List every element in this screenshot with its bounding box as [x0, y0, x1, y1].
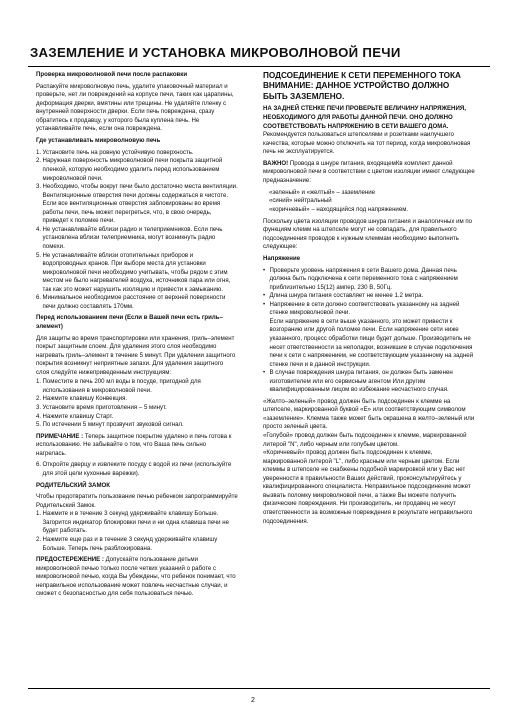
list-item: • Проверьте уровень напряжения в сети Вашего дома. Данная печь должна быть подключена к сети переменного тока с напряжением приблизительно 15(12) ампер, 230 В, 50Гц. [263, 266, 458, 291]
list-item: 2. Наружная поверхность микроволновой печи покрыта защитной пленкой, которую необходимо удалить перед использованием микроволновой печи. [36, 157, 223, 182]
open-list [36, 461, 238, 478]
list-item: 1. Нажмите и в течение 3 секунд удерживайте клавишу Больше. Загорится индикатор блокировки печи и ни одна клавиша печи не будет работать. [36, 510, 230, 535]
install-list [36, 149, 238, 311]
note-text: Теперь защитное покрытие удалено и печь готова к использованию. Не забывайте о том, что Ваша печь сильно нагрелась. [36, 432, 232, 457]
bottom-divider [28, 688, 490, 689]
important-label: ВАЖНО! [263, 159, 289, 167]
top-divider [28, 66, 490, 67]
wire-colors [263, 189, 475, 215]
important-text: Провода в шнуре питания, входящемКв комплект данной микроволновой печи в соответствии с цветом изоляции имеют следующее предназначение: [263, 159, 475, 184]
recommend-text: Рекомендуется пользоваться штепселями и розетками наилучшего качества, которые можно отключить на тот период, когда микроволновая печь не эксплуатируется. [263, 131, 471, 156]
list-item: 6. Откройте дверцу и извлеките посуду с водой из печи (используйте для этой цели кухонные варежки). [36, 461, 232, 477]
list-item: 1. Установите печь на ровную устойчивую поверхность. [36, 148, 194, 156]
list-item: 5. Не устанавливайте вблизи отопительных приборов и водопроводных кранов. При выборе места для установки микроволновой печи необходимо учитывать, чтобы рядом с этим местом не было нагревателей воздуха, источников пара или огня, так как это может нарушить изоляцию и привести к замыканию. [36, 251, 231, 293]
check-text: Распакуйте микроволновую печь, удалите упаковочный материал и проверьте, нет ли повреждений на корпусе печи, таких как царапины, деформация дверки, вмятины или трещины. Не удаляйте пленку с внутренней поверхности дверки. Если печь повреждена, сразу обратитесь к продавцу, у которого была куплена печь. Не устанавливайте печь, если она повреждена. [36, 82, 234, 133]
list-item: 5. По истечении 5 минут прозвучит звуковой сигнал. [36, 421, 184, 429]
right-column [263, 71, 475, 529]
connect-heading: ПОДСОЕДИНЕНИЕ К СЕТИ ПЕРЕМЕННОГО ТОКА ВНИМАНИЕ: ДАННОЕ УСТРОЙСТВО ДОЛЖНО БЫТЬ ЗАЗЕМЛЕНО. [263, 71, 461, 101]
list-item: 2. Нажмите еще раз и в течение 3 секунд удерживайте клавишу Больше. Теперь печь разблокирована. [36, 536, 218, 552]
page-number: 2 [251, 697, 255, 704]
list-item: 3. Необходимо, чтобы вокруг печи было достаточно места вентиляции. Вентиляционные отверстия печи должны содержаться в чистоте. Если все вентиляционные отверстия заблокированы во время работы печи, печь может перегреться, что, в свою очередь, приведет к поломке печи. [36, 183, 238, 225]
lock-heading: РОДИТЕЛЬСКИЙ ЗАМОК [36, 481, 110, 489]
check-heading: Проверка микроволновой печи после распаковки [36, 71, 188, 78]
list-item: • В случае повреждения шнура питания, он должен быть заменен изготовителем или его сервисным агентом Или другим квалифицированным лицом во избежание несчастного случая. [263, 369, 453, 394]
list-item: • Напряжение в сети должно соответствовать указанному на задней стенке микроволновой печи. Если напряжение в сети выше указанного, это может привести к возгоранию или другой поломке печи. Если напряжение сети ниже указанного, процесс обработки пищи будет дольше. Производитель не несет ответственности за неполадки, возникшие в случае подключения печи к сети с напряжением, не соответствующим указанному на задней стенке печи и в данной инструкции. [263, 300, 474, 368]
voltage-list [263, 267, 475, 395]
wire-line: «синий» нейтральный [269, 197, 332, 205]
warning-text: Допускайте пользование детьми микроволновой печью только после четких указаний о работе с микроволновой печью, когда Вы убеждены, что ребенок понимает, что неправильное использование может повлечь несчастные случаи, и сможет с безопасностью для себя пользоваться печью. [36, 556, 236, 598]
list-item: 2. Нажмите клавишу Конвекция. [36, 395, 128, 403]
first-use-list [36, 378, 238, 429]
list-item: 3. Установите время приготовления – 5 минут. [36, 403, 167, 411]
page-title: ЗАЗЕМЛЕНИЕ И УСТАНОВКА МИКРОВОЛНОВОЙ ПЕЧИ [30, 45, 401, 60]
list-item: 1. Поместите в печь 200 мл воды в посуде, пригодной для использования в микроволновой печи. [36, 378, 201, 394]
warning-paragraph [36, 556, 238, 599]
list-item: 4. Не устанавливайте вблизи радио и телеприемников. Если печь установлена вблизи телеприемника, могут возникнуть радио помехи. [36, 225, 223, 250]
first-use-text: Для защиты во время транспортировки или хранения, гриль–элемент покрыт защитным слоем. Для удаления этого слоя необходимо нагревать гриль–элемент в течение 5 минут. При удалении защитного покрытия возникнут неприятные запахи. Для удаления защитного слоя следуйте нижеприведенным инструкциям: [36, 334, 236, 376]
voltage-label: Напряжение [263, 254, 301, 262]
colors-text: «Желто–зеленый» провод должен быть подсоединен к клемме на штепселе, маркированной буквой «Е» или соответствующим символом «заземление». Клемма также может быть окрашена в желто–зеленый или просто зеленый цвета. «Голубой» провод должен быть подсоединен к клемме, маркированной литерой "N", либо черным или голубым цветом. «Коричневый» провод должен быть подсоединен к клемме, маркированной литерой "L", либо красным или черным цветом. Если клеммы в штепселе не снабжены подобной маркировкой или у Вас нет уверенности в правильности Ваших действий, проконсультируйтесь у квалифицированного специалиста. Неправильное подсоединение может вызвать поломку микроволновой печи, а также Вы можете получить физические повреждения. Ни производитель, ни продавец не несут ответственности за возможные повреждения в результате неправильного подсоединения. [263, 397, 475, 525]
important-paragraph [263, 160, 475, 186]
warning-label: ПРЕДОСТЕРЕЖЕНИЕ : [36, 556, 104, 564]
note-paragraph [36, 433, 238, 459]
wire-line: «коричневый» – находящийся под напряжением. [269, 205, 409, 213]
note-label: ПРИМЕЧАНИЕ : [36, 432, 84, 440]
lock-list [36, 510, 238, 553]
list-item: 4. Нажмите клавишу Старт. [36, 412, 114, 420]
since-text: Поскольку цвета изоляции проводов шнура питания и аналогичных им по функциям клемм на штепселе могут не совпадать, для правильного подсоединения проводов к нужным клеммам необходимо выполнить следующее: [263, 217, 473, 251]
lock-text: Чтобы предотвратить пользование печью ребенком запрограммируйте Родительский Замок. [36, 493, 238, 509]
list-item: • Длина шнура питания составляет не менее 1.2 метра. [263, 292, 424, 300]
wire-line: «зеленый» и «желтый» – заземление [269, 188, 376, 196]
left-column [36, 71, 238, 602]
first-use-heading: Перед использованием печи (Если в Вашей печи есть гриль–элемент) [36, 314, 223, 330]
voltage-check-heading: НА ЗАДНЕЙ СТЕНКЕ ПЕЧИ ПРОВЕРЬТЕ ВЕЛИЧИНУ НАПРЯЖЕНИЯ, НЕОБХОДИМОГО ДЛЯ РАБОТЫ ДАННОЙ ПЕЧИ. ОНО ДОЛЖНО СООТВЕТСТВОВАТЬ НАПРЯЖЕНИЮ В СЕТИ ВАШЕГО ДОМА. [263, 105, 466, 130]
install-heading: Где устанавливать микроволновую печь [36, 137, 161, 145]
list-item: 6. Минимальное необходимое расстояние от верхней поверхности печи должно составлять 170мм. [36, 294, 226, 310]
